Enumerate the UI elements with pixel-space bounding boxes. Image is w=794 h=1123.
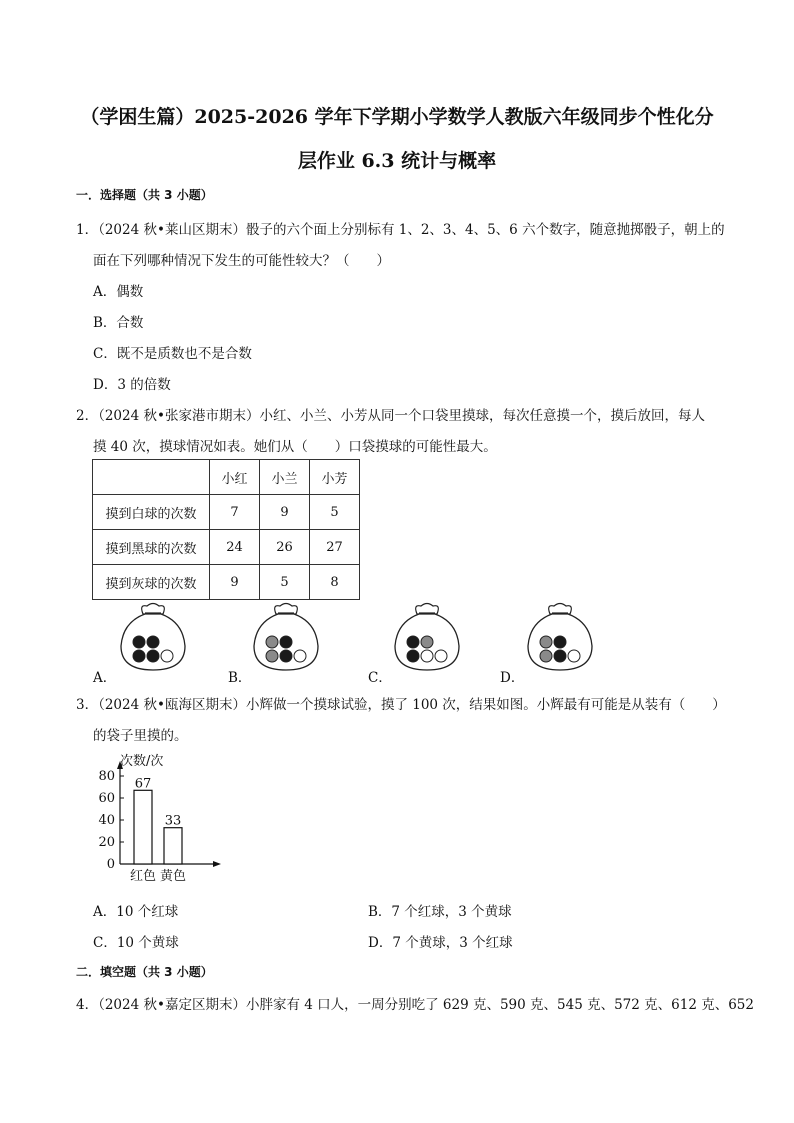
q3-bar-chart <box>86 752 226 884</box>
ball-black <box>133 650 145 662</box>
table-header-row <box>93 460 360 495</box>
ball-gray <box>266 636 278 648</box>
ball-white <box>294 650 306 662</box>
table-cell: 24 <box>210 530 260 565</box>
table-header-cell <box>93 460 210 495</box>
y-tick-label: 60 <box>98 791 115 806</box>
ball-black <box>554 650 566 662</box>
q2-results-table <box>92 459 360 600</box>
q1-option-a: A．偶数 <box>93 284 144 300</box>
table-cell: 9 <box>210 565 260 600</box>
table-cell: 5 <box>260 565 310 600</box>
document-title-line1: （学困生篇）2025-2026 学年下学期小学数学人教版六年级同步个性化分 <box>80 106 714 128</box>
section2-heading: 二．填空题（共 3 小题） <box>76 965 213 979</box>
table-row <box>93 565 360 600</box>
document-title-line2: 层作业 6.3 统计与概率 <box>297 150 497 172</box>
q2-option-d-label: D． <box>500 670 525 686</box>
ball-black <box>554 636 566 648</box>
y-tick-label: 80 <box>98 769 115 784</box>
ball-white <box>435 650 447 662</box>
q1-option-c: C．既不是质数也不是合数 <box>93 346 252 362</box>
table-cell: 26 <box>260 530 310 565</box>
x-axis-arrow <box>213 861 221 867</box>
bar-value-label: 67 <box>134 776 152 792</box>
ball-black <box>133 636 145 648</box>
y-axis-label: 次数/次 <box>120 754 164 769</box>
bar-value-label: 33 <box>164 813 182 829</box>
q3-option-a: A．10 个红球 <box>93 904 179 920</box>
bag-b-illustration <box>250 600 322 674</box>
bag-c-illustration <box>391 600 463 674</box>
x-category-label: 黄色 <box>159 869 187 884</box>
table-header-cell: 小红 <box>210 460 260 495</box>
table-cell: 摸到灰球的次数 <box>93 565 210 600</box>
ball-gray <box>540 636 552 648</box>
ball-black <box>147 650 159 662</box>
x-category-label: 红色 <box>129 869 157 884</box>
q3-option-c: C．10 个黄球 <box>93 935 179 951</box>
bar-2 <box>164 828 182 864</box>
table-cell: 8 <box>310 565 360 600</box>
ball-white <box>421 650 433 662</box>
table-row <box>93 495 360 530</box>
ball-white <box>161 650 173 662</box>
table-cell: 27 <box>310 530 360 565</box>
ball-gray <box>421 636 433 648</box>
ball-black <box>280 650 292 662</box>
q3-stem-line2: 的袋子里摸的。 <box>93 728 188 744</box>
table-cell: 9 <box>260 495 310 530</box>
q1-stem-line1: 1．（2024 秋•莱山区期末）骰子的六个面上分别标有 1、2、3、4、5、6 六个数字，随意抛掷骰子，朝上的 <box>76 222 725 238</box>
table-cell: 5 <box>310 495 360 530</box>
y-tick-label: 40 <box>98 813 115 828</box>
table-cell: 7 <box>210 495 260 530</box>
table-header-cell: 小兰 <box>260 460 310 495</box>
ball-black <box>147 636 159 648</box>
q2-option-a-label: A． <box>93 670 117 686</box>
ball-gray <box>266 650 278 662</box>
q1-stem-line2: 面在下列哪种情况下发生的可能性较大？（ ） <box>93 253 390 269</box>
ball-black <box>280 636 292 648</box>
q4-stem-line1: 4．（2024 秋•嘉定区期末）小胖家有 4 口人，一周分别吃了 629 克、590 克、545 克、572 克、612 克、652 <box>76 997 754 1013</box>
q2-option-c-label: C． <box>368 670 392 686</box>
bag-d-illustration <box>524 600 596 674</box>
q2-stem-line1: 2．（2024 秋•张家港市期末）小红、小兰、小芳从同一个口袋里摸球，每次任意摸一个，摸后放回，每人 <box>76 408 705 424</box>
ball-gray <box>540 650 552 662</box>
ball-black <box>407 650 419 662</box>
y-tick-label: 0 <box>106 857 115 872</box>
ball-black <box>407 636 419 648</box>
q2-option-b-label: B． <box>228 670 252 686</box>
table-row <box>93 530 360 565</box>
y-tick-label: 20 <box>98 835 115 850</box>
bar-1 <box>134 790 152 864</box>
ball-white <box>568 650 580 662</box>
q3-stem-line1: 3．（2024 秋•瓯海区期末）小辉做一个摸球试验，摸了 100 次，结果如图。小辉最有可能是从装有（ ） <box>76 697 726 713</box>
q1-option-b: B．合数 <box>93 315 144 331</box>
table-cell: 摸到白球的次数 <box>93 495 210 530</box>
q3-option-d: D．7 个黄球，3 个红球 <box>368 935 513 951</box>
table-header-cell: 小芳 <box>310 460 360 495</box>
q3-option-b: B．7 个红球，3 个黄球 <box>368 904 512 920</box>
bag-a-illustration <box>117 600 189 674</box>
q1-option-d: D．3 的倍数 <box>93 377 171 393</box>
q2-stem-line2: 摸 40 次，摸球情况如表。她们从（ ）口袋摸球的可能性最大。 <box>93 439 497 455</box>
section1-heading: 一．选择题（共 3 小题） <box>76 188 213 202</box>
table-cell: 摸到黑球的次数 <box>93 530 210 565</box>
